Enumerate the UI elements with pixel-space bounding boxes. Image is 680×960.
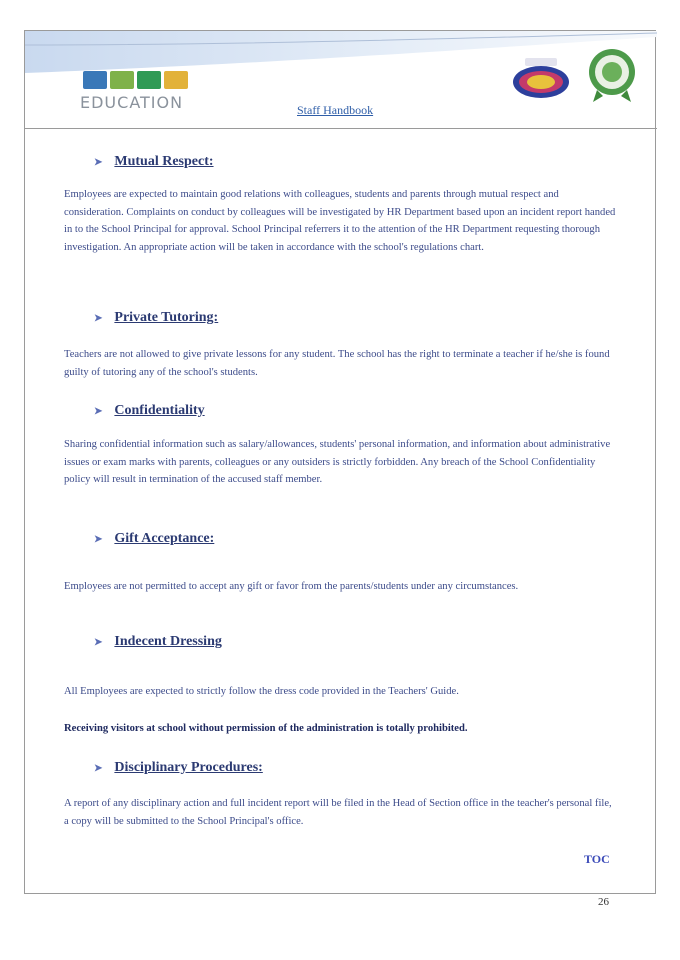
paragraph-visitors-prohibited: Receiving visitors at school without permission of the administration is totally prohibited. <box>64 723 468 734</box>
education-logo-tiles <box>83 71 188 89</box>
paragraph-private-tutoring: Teachers are not allowed to give private lessons for any student. The school has the right to terminate a teacher if he/she is found guilty of tutoring any of the school's students. <box>64 349 610 378</box>
page-header <box>25 31 657 129</box>
logo-tile-yellow <box>164 71 188 89</box>
section-heading-mutual-respect: ➤ Mutual Respect: <box>94 154 214 169</box>
arrow-bullet-icon: ➤ <box>94 762 103 774</box>
section-heading-confidentiality: ➤ Confidentiality <box>94 403 205 418</box>
page-number: 26 <box>598 896 609 908</box>
accreditation-seal-icon <box>585 46 639 104</box>
logo-tile-blue <box>83 71 107 89</box>
logo-tile-green <box>110 71 134 89</box>
paragraph-confidentiality: Sharing confidential information such as salary/allowances, students' personal information, and information about administrative issues or exam marks with parents, colleagues or any outsiders is strictly forbidden. Any breach of the School Confidentiality policy will result in termination of the accused staff member. <box>64 439 611 485</box>
arrow-bullet-icon: ➤ <box>94 405 103 417</box>
arrow-bullet-icon: ➤ <box>94 156 103 168</box>
logo-tile-darkgreen <box>137 71 161 89</box>
paragraph-dress-code: All Employees are expected to strictly follow the dress code provided in the Teachers' Guide. <box>64 686 459 697</box>
paragraph-gift-acceptance: Employees are not permitted to accept any gift or favor from the parents/students under any circumstances. <box>64 581 519 592</box>
school-emblem-icon <box>509 54 573 100</box>
section-heading-private-tutoring: ➤ Private Tutoring: <box>94 310 219 325</box>
staff-handbook-title: Staff Handbook <box>297 103 374 117</box>
education-logo-text: EDUCATION <box>80 93 184 112</box>
arrow-bullet-icon: ➤ <box>94 533 103 545</box>
arrow-bullet-icon: ➤ <box>94 312 103 324</box>
toc-link[interactable]: TOC <box>584 852 610 866</box>
section-heading-indecent-dressing: ➤ Indecent Dressing <box>94 634 222 649</box>
section-heading-disciplinary-procedures: ➤ Disciplinary Procedures: <box>94 760 263 775</box>
section-heading-gift-acceptance: ➤ Gift Acceptance: <box>94 531 215 546</box>
paragraph-disciplinary-procedures: A report of any disciplinary action and full incident report will be filed in the Head of Section office in the teacher's personal file, a copy will be submitted to the School Principal's office. <box>64 798 612 827</box>
arrow-bullet-icon: ➤ <box>94 636 103 648</box>
header-divider <box>25 128 657 129</box>
paragraph-mutual-respect: Employees are expected to maintain good relations with colleagues, students and parents through mutual respect and consideration. Complaints on conduct by colleagues will be investigated by HR Department based upon an incident report handed in to the School Principal for approval. School Principal referrers it to the attention of the HR Department requesting thorough investigation. An appropriate action will be taken in accordance with the school's regulations chart. <box>64 189 616 253</box>
